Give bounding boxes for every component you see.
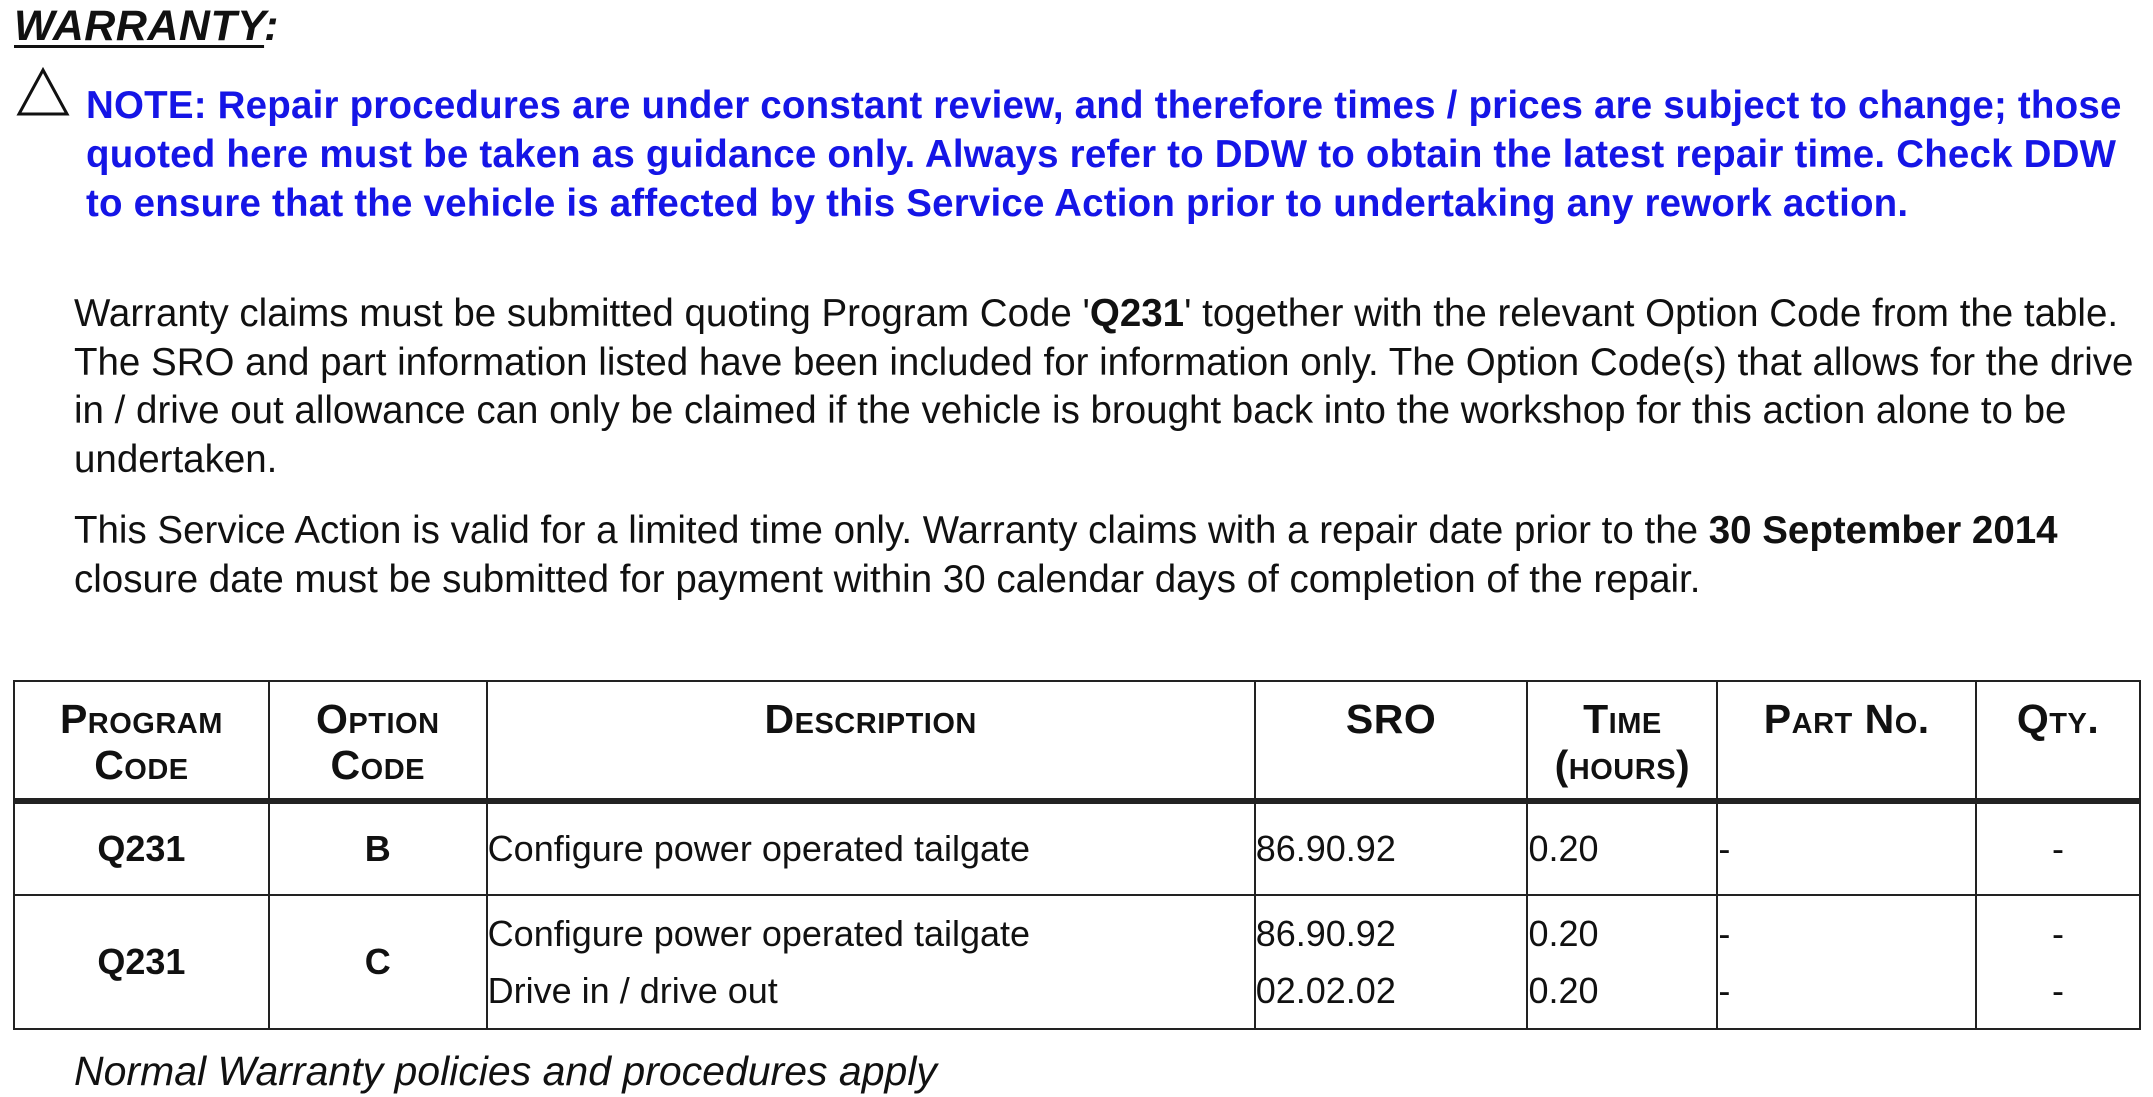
claims-text-start: Warranty claims must be submitted quoting Program Code ' [74, 292, 1090, 335]
qty-line: - [2052, 913, 2065, 954]
header-option-code-line1: Option [316, 696, 440, 742]
validity-paragraph [74, 507, 2134, 604]
header-program-code [14, 681, 269, 801]
header-part-no: Part No. [1717, 681, 1976, 801]
note-text: NOTE: Repair procedures are under constant review, and therefore times / prices are subject to change; those quoted here must be taken as guidance only. Always refer to DDW to obtain the latest repair time. Check DDW to ensure that the vehicle is affected by this Service Action prior to undertaking any rework action. [86, 84, 2122, 225]
header-sro: SRO [1255, 681, 1528, 801]
sro-line: 86.90.92 [1255, 913, 1396, 954]
header-time-line2: (hours) [1554, 742, 1691, 788]
cell-program-code: Q231 [14, 801, 269, 895]
section-heading-colon: : [264, 2, 279, 50]
header-time-line1: Time [1583, 696, 1662, 742]
table-header-row [14, 681, 2140, 801]
cell-option-code: B [269, 801, 487, 895]
warranty-table [13, 680, 2141, 1030]
cell-sro [1255, 895, 1528, 1029]
part-no-line: - [1718, 970, 1731, 1011]
warning-triangle-icon [16, 66, 70, 118]
validity-text-start: This Service Action is valid for a limited time only. Warranty claims with a repair date prior to the [74, 509, 1709, 552]
cell-time [1527, 895, 1717, 1029]
description-line: Drive in / drive out [487, 970, 778, 1011]
header-description: Description [487, 681, 1255, 801]
cell-part-no: - [1717, 801, 1976, 895]
closure-date: 30 September 2014 [1708, 509, 2058, 552]
cell-description: Configure power operated tailgate [487, 801, 1255, 895]
table-row [14, 801, 2140, 895]
time-line: 0.20 [1528, 913, 1599, 954]
claims-text-end: ' together with the relevant Option Code from the table. The SRO and part information listed have been included for information only. The Option Code(s) that allows for the drive in / drive out allowance can only be claimed if the vehicle is brought back into the workshop for this action alone to be undertaken. [74, 292, 2134, 481]
sro-line: 02.02.02 [1255, 970, 1396, 1011]
validity-text-end: closure date must be submitted for payment within 30 calendar days of completion of the repair. [74, 557, 1701, 601]
table-row [14, 895, 2140, 1029]
section-heading [14, 2, 279, 51]
footer-note: Normal Warranty policies and procedures apply [74, 1048, 937, 1094]
cell-program-code: Q231 [14, 895, 269, 1029]
description-line: Configure power operated tailgate [487, 913, 1031, 954]
cell-option-code: C [269, 895, 487, 1029]
header-program-code-line1: Program [59, 696, 223, 742]
program-code-inline: Q231 [1089, 292, 1185, 335]
header-time [1527, 681, 1717, 801]
qty-line: - [2052, 970, 2065, 1011]
cell-qty: - [1976, 801, 2140, 895]
header-option-code-line2: Code [330, 742, 425, 788]
cell-description [487, 895, 1255, 1029]
header-option-code [269, 681, 487, 801]
part-no-line: - [1718, 913, 1731, 954]
header-qty: Qty. [1976, 681, 2140, 801]
cell-sro: 86.90.92 [1255, 801, 1528, 895]
cell-qty [1976, 895, 2140, 1029]
time-line: 0.20 [1528, 970, 1599, 1011]
claims-paragraph [74, 290, 2134, 484]
cell-time: 0.20 [1527, 801, 1717, 895]
header-program-code-line2: Code [94, 742, 189, 788]
cell-part-no [1717, 895, 1976, 1029]
section-heading-text: WARRANTY [14, 2, 265, 50]
